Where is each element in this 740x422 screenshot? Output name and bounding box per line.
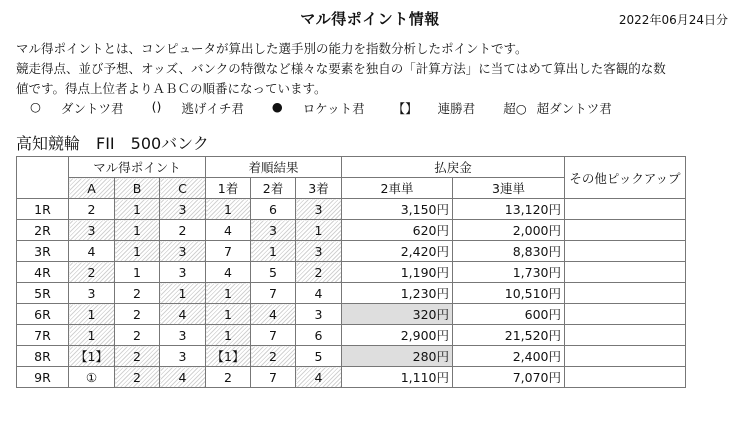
finish-1-cell: 1 xyxy=(206,199,251,220)
finish-1-cell: 4 xyxy=(206,262,251,283)
point-c-cell: 3 xyxy=(160,346,206,367)
legend-item-rocket xyxy=(272,99,365,117)
col-header-third: 3着 xyxy=(296,178,342,199)
trifecta-cell: 7,070円 xyxy=(453,367,565,388)
exacta-cell: 620円 xyxy=(342,220,453,241)
finish-3-cell: 1 xyxy=(296,220,342,241)
table-row xyxy=(17,262,686,283)
finish-2-cell: 7 xyxy=(251,283,296,304)
report-date: 2022年06月24日分 xyxy=(618,13,728,27)
point-a-cell: 【1】 xyxy=(69,346,115,367)
finish-group-header: 着順結果 xyxy=(206,157,342,178)
col-header-second: 2着 xyxy=(251,178,296,199)
point-b-cell: 2 xyxy=(115,325,160,346)
point-c-cell: 3 xyxy=(160,325,206,346)
point-b-cell: 1 xyxy=(115,199,160,220)
finish-2-cell: 1 xyxy=(251,241,296,262)
venue-title: 高知競輪 FII 500バンク xyxy=(16,134,209,153)
description-line: 値です。得点上位者よりＡＢＣの順番になっています。 xyxy=(16,81,327,96)
legend-label: 連勝君 xyxy=(437,101,476,116)
description-line: マル得ポイントとは、コンピュータが算出した選手別の能力を指数分析したポイントです。 xyxy=(16,41,528,56)
point-a-cell: 4 xyxy=(69,241,115,262)
col-header-c: C xyxy=(160,178,206,199)
point-c-cell: 4 xyxy=(160,367,206,388)
super-circle-symbol: 超○ xyxy=(503,101,527,116)
point-c-cell: 3 xyxy=(160,199,206,220)
point-b-cell: 2 xyxy=(115,346,160,367)
col-header-a: A xyxy=(69,178,115,199)
table-row xyxy=(17,304,686,325)
other-cell xyxy=(565,325,686,346)
description-line: 競走得点、並び予想、オッズ、バンクの特徴など様々な要素を独自の「計算方法」に当てはめて算出した客観的な数 xyxy=(16,61,666,76)
point-a-cell: 1 xyxy=(69,325,115,346)
other-cell xyxy=(565,199,686,220)
finish-1-cell: 7 xyxy=(206,241,251,262)
exacta-cell: 1,230円 xyxy=(342,283,453,304)
trifecta-cell: 2,000円 xyxy=(453,220,565,241)
trifecta-cell: 1,730円 xyxy=(453,262,565,283)
race-cell: 3R xyxy=(17,241,69,262)
page-title: マル得ポイント情報 xyxy=(300,10,440,28)
point-a-cell: 2 xyxy=(69,262,115,283)
table-row xyxy=(17,346,686,367)
point-c-cell: 3 xyxy=(160,262,206,283)
point-c-cell: 2 xyxy=(160,220,206,241)
legend-label: ダントツ君 xyxy=(60,101,124,116)
point-b-cell: 2 xyxy=(115,283,160,304)
point-b-cell: 1 xyxy=(115,241,160,262)
symbol-legend xyxy=(30,99,640,117)
point-a-cell: 2 xyxy=(69,199,115,220)
col-header-b: B xyxy=(115,178,160,199)
exacta-cell: 280円 xyxy=(342,346,453,367)
race-cell: 4R xyxy=(17,262,69,283)
point-a-cell: 3 xyxy=(69,283,115,304)
other-pickup-header: その他ピックアップ xyxy=(565,157,686,199)
exacta-cell: 1,110円 xyxy=(342,367,453,388)
trifecta-cell: 10,510円 xyxy=(453,283,565,304)
finish-3-cell: 6 xyxy=(296,325,342,346)
payout-group-header: 払戻金 xyxy=(342,157,565,178)
point-b-cell: 2 xyxy=(115,304,160,325)
finish-3-cell: 2 xyxy=(296,262,342,283)
table-row xyxy=(17,241,686,262)
results-table xyxy=(16,156,686,388)
legend-label: ロケット君 xyxy=(302,101,365,116)
race-cell: 9R xyxy=(17,367,69,388)
other-cell xyxy=(565,367,686,388)
trifecta-cell: 13,120円 xyxy=(453,199,565,220)
legend-item-nigeichi xyxy=(152,99,244,117)
trifecta-cell: 8,830円 xyxy=(453,241,565,262)
point-b-cell: 2 xyxy=(115,367,160,388)
race-cell: 8R xyxy=(17,346,69,367)
table-row xyxy=(17,220,686,241)
point-a-cell: ① xyxy=(69,367,115,388)
finish-2-cell: 2 xyxy=(251,346,296,367)
race-header-blank xyxy=(17,157,69,199)
col-header-first: 1着 xyxy=(206,178,251,199)
points-group-header: マル得ポイント xyxy=(69,157,206,178)
finish-2-cell: 5 xyxy=(251,262,296,283)
bracket-symbol: 【】 xyxy=(392,101,418,116)
finish-1-cell: 2 xyxy=(206,367,251,388)
filled-circle-symbol: ● xyxy=(271,99,283,114)
other-cell xyxy=(565,241,686,262)
table-row xyxy=(17,283,686,304)
other-cell xyxy=(565,346,686,367)
exacta-cell: 2,420円 xyxy=(342,241,453,262)
other-cell xyxy=(565,262,686,283)
finish-2-cell: 3 xyxy=(251,220,296,241)
parentheses-symbol: () xyxy=(151,99,162,114)
finish-3-cell: 5 xyxy=(296,346,342,367)
finish-1-cell: 【1】 xyxy=(206,346,251,367)
legend-item-super-dantotsu xyxy=(503,99,612,117)
legend-label: 超ダントツ君 xyxy=(536,101,612,116)
race-cell: 7R xyxy=(17,325,69,346)
race-cell: 2R xyxy=(17,220,69,241)
legend-item-renshou xyxy=(393,99,476,117)
finish-3-cell: 3 xyxy=(296,199,342,220)
table-row xyxy=(17,367,686,388)
exacta-cell: 2,900円 xyxy=(342,325,453,346)
finish-2-cell: 4 xyxy=(251,304,296,325)
other-cell xyxy=(565,304,686,325)
finish-3-cell: 3 xyxy=(296,241,342,262)
point-b-cell: 1 xyxy=(115,220,160,241)
exacta-cell: 320円 xyxy=(342,304,453,325)
trifecta-cell: 2,400円 xyxy=(453,346,565,367)
table-row xyxy=(17,325,686,346)
finish-3-cell: 4 xyxy=(296,367,342,388)
legend-item-dantotsu xyxy=(30,99,124,117)
finish-2-cell: 7 xyxy=(251,325,296,346)
point-c-cell: 3 xyxy=(160,241,206,262)
race-cell: 6R xyxy=(17,304,69,325)
finish-1-cell: 1 xyxy=(206,325,251,346)
finish-3-cell: 4 xyxy=(296,283,342,304)
exacta-cell: 3,150円 xyxy=(342,199,453,220)
point-c-cell: 4 xyxy=(160,304,206,325)
finish-1-cell: 1 xyxy=(206,283,251,304)
finish-2-cell: 6 xyxy=(251,199,296,220)
race-cell: 5R xyxy=(17,283,69,304)
finish-3-cell: 3 xyxy=(296,304,342,325)
exacta-cell: 1,190円 xyxy=(342,262,453,283)
trifecta-cell: 600円 xyxy=(453,304,565,325)
finish-1-cell: 4 xyxy=(206,220,251,241)
point-b-cell: 1 xyxy=(115,262,160,283)
open-circle-symbol: ○ xyxy=(30,99,41,114)
table-row xyxy=(17,199,686,220)
description xyxy=(16,39,728,99)
point-c-cell: 1 xyxy=(160,283,206,304)
other-cell xyxy=(565,220,686,241)
finish-1-cell: 1 xyxy=(206,304,251,325)
point-a-cell: 3 xyxy=(69,220,115,241)
trifecta-cell: 21,520円 xyxy=(453,325,565,346)
race-cell: 1R xyxy=(17,199,69,220)
point-a-cell: 1 xyxy=(69,304,115,325)
legend-label: 逃げイチ君 xyxy=(181,101,244,116)
col-header-trifecta: 3連単 xyxy=(453,178,565,199)
finish-2-cell: 7 xyxy=(251,367,296,388)
col-header-exacta: 2車単 xyxy=(342,178,453,199)
other-cell xyxy=(565,283,686,304)
